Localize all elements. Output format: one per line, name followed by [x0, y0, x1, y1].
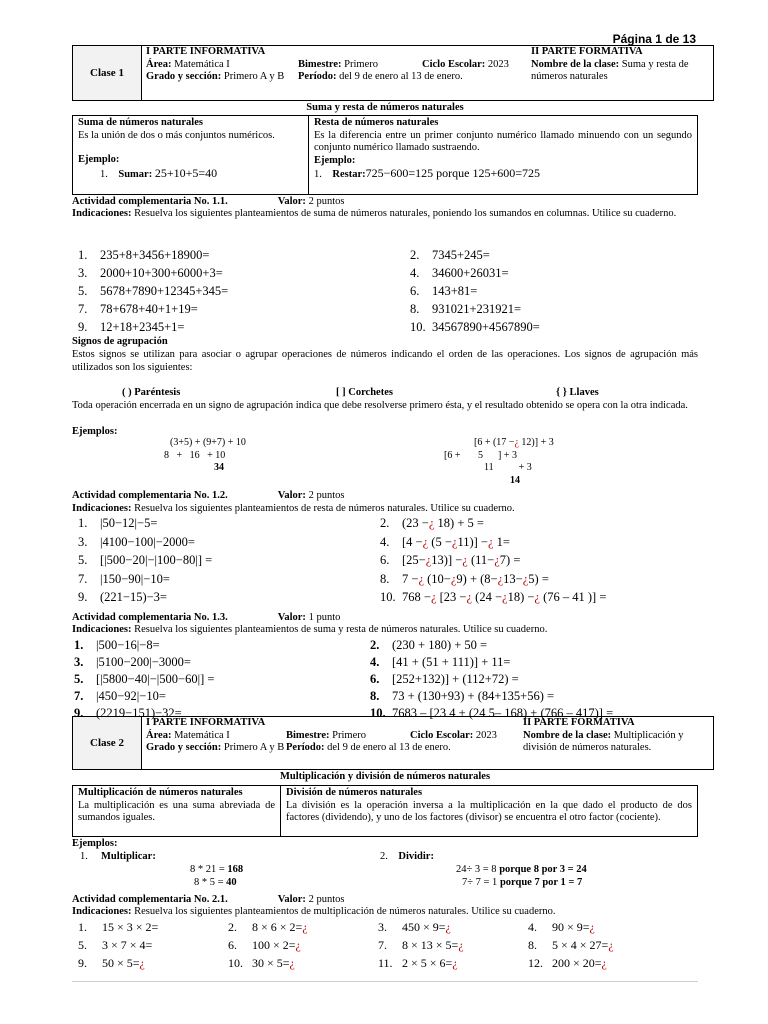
class2-ciclo-value: 2023 — [475, 729, 497, 741]
mult-title: Multiplicación de números naturales — [78, 787, 243, 798]
act11-right-item-3: 6. 143+81= — [410, 284, 478, 298]
act21-ind-text: Resuelva los siguientes planteamientos de multiplicación de números naturales. Utilice su cuaderno. — [134, 906, 556, 917]
act21-item-10: 10. 30 × 5=¿ — [228, 956, 295, 970]
resta-text: Es la diferencia entre un primer conjunto numérico llamado minuendo con un segundo conjunto numérico llamado sustraendo. — [314, 129, 692, 153]
class2-nombre-value: Multiplicación y división de números naturales. — [523, 729, 684, 753]
class1-header — [72, 45, 714, 101]
class2-formativa — [519, 717, 713, 769]
suma-ejemplo-label: Ejemplo: — [78, 154, 120, 165]
act12-left-item-5: 9. (221−15)−3= — [78, 590, 167, 604]
section2-title: Multiplicación y división de números naturales — [279, 771, 491, 782]
act12-right-item-4: 8. 7 −¿ (10−¿9) + (8−¿13−¿5) = — [380, 571, 549, 586]
mult-column — [73, 786, 281, 836]
act13-left-item-2: 3. |5100−200|−3000= — [74, 655, 191, 669]
bimestre-value: Primero — [344, 58, 378, 70]
act21-indicaciones — [72, 906, 555, 919]
act21-item-12: 12. 200 × 20=¿ — [528, 956, 607, 970]
act11-right-item-5: 10. 34567890+4567890= — [410, 320, 540, 334]
act13-ind-label: Indicaciones: — [72, 624, 132, 635]
class2-info — [142, 717, 519, 769]
class2-ciclo-label: Ciclo Escolar: — [410, 729, 474, 741]
class2-bimestre-label: Bimestre: — [286, 729, 330, 741]
area-value: Matemática I — [174, 58, 230, 70]
act13-right-item-1: 2. (230 + 180) + 50 = — [370, 638, 488, 652]
act13-right-item-5: 10. 7683 – [23 4 + (24 5– 168) + (766 – 417)] = — [370, 706, 614, 720]
act12-left-item-3: 5. [|500−20|−|100−80|] = — [78, 553, 213, 567]
act13-right-item-2: 4. [41 + (51 + 111)] + 11= — [370, 655, 511, 669]
class1-info — [142, 46, 527, 100]
mult-text: La multiplicación es una suma abreviada de sumandos iguales. — [78, 799, 275, 823]
act21-item-8: 8. 5 × 4 × 27=¿ — [528, 938, 614, 952]
act21-item-9: 9. 50 × 5=¿ — [78, 956, 145, 970]
act21-title: Actividad complementaria No. 2.1. — [72, 894, 228, 905]
ex2-line1: [6 + (17 −¿ 12)] + 3 — [474, 437, 554, 448]
class2-grado-label: Grado y sección: — [146, 742, 222, 753]
suma-item-label: Sumar: — [118, 168, 153, 180]
ex1-line2: 8 + 16 + 10 — [164, 450, 226, 461]
act11-left-item-2: 3. 2000+10+300+6000+3= — [78, 266, 223, 280]
act21-item-11: 11. 2 × 5 × 6=¿ — [378, 956, 458, 970]
class2-area-value: Matemática I — [174, 729, 230, 741]
resta-column — [309, 116, 697, 194]
div-item-number: 2. — [380, 851, 388, 862]
mult-label: Multiplicar: — [101, 851, 156, 862]
nombre-label: Nombre de la clase: — [531, 58, 620, 70]
div-label: Dividir: — [398, 851, 434, 862]
class2-part2-title: II PARTE FORMATIVA — [523, 717, 635, 728]
act12-left-item-1: 1. |50−12|−5= — [78, 516, 158, 530]
act11-right-item-4: 8. 931021+231921= — [410, 302, 522, 316]
act21-item-2: 2. 8 × 6 × 2=¿ — [228, 920, 308, 934]
class2-periodo-label: Período: — [286, 742, 325, 753]
act12-left-item-4: 7. |150−90|−10= — [78, 571, 170, 586]
act21-item-7: 7. 8 × 13 × 5=¿ — [378, 938, 464, 952]
act12-right-item-3: 6. [25−¿13)] −¿ (11−¿7) = — [380, 553, 521, 567]
signos-ejemplos-label: Ejemplos: — [72, 426, 118, 437]
nombre-value: Suma y resta de números naturales — [531, 58, 689, 82]
div-column — [281, 786, 697, 836]
class1-formativa — [527, 46, 713, 100]
act11-valor-label: Valor: — [277, 196, 306, 207]
act13-title: Actividad complementaria No. 1.3. — [72, 612, 228, 623]
periodo-value: del 9 de enero al 13 de enero. — [339, 71, 463, 82]
page-number: Página 1 de 13 — [612, 32, 696, 46]
llaves-label: { } Llaves — [556, 387, 599, 398]
act21-valor-label: Valor: — [277, 894, 306, 905]
act11-left-item-3: 5. 5678+7890+12345+345= — [78, 284, 229, 298]
act21-item-4: 4. 90 × 9=¿ — [528, 920, 595, 934]
act11-right-item-1: 2. 7345+245= — [410, 248, 490, 262]
act21-item-1: 1. 15 × 3 × 2= — [78, 920, 159, 934]
act21-ind-label: Indicaciones: — [72, 906, 132, 917]
act21-heading — [72, 894, 344, 907]
act21-item-6: 6. 100 × 2=¿ — [228, 938, 301, 952]
act21-item-3: 3. 450 × 9=¿ — [378, 920, 451, 934]
div-text: La división es la operación inversa a la multiplicación en la que dado el producto de dos factores (dividendo), y uno de los factores (divisor) se encuentra el otro factor (cociente). — [286, 799, 692, 823]
ex1-result: 34 — [214, 462, 224, 473]
mult-example-label — [80, 851, 156, 864]
div-ex2 — [462, 877, 582, 890]
signos-text2: Toda operación encerrada en un signo de agrupación indica que debe resolverse primero ésta, y el resultado obtenido se opera con la otra indicada. — [72, 400, 688, 411]
act12-right-item-5: 10. 768 −¿ [23 −¿ (24 −¿18) −¿ (76 – 41 )] = — [380, 590, 607, 604]
footer-line — [72, 981, 698, 982]
act11-heading — [72, 196, 344, 209]
class2-periodo-value: del 9 de enero al 13 de enero. — [327, 742, 451, 753]
ciclo-label: Ciclo Escolar: — [422, 58, 486, 70]
act13-left-item-4: 7. |450−92|−10= — [74, 689, 166, 703]
area-label: Área: — [146, 58, 172, 70]
suma-resta-box — [72, 115, 698, 195]
act21-valor: 2 puntos — [308, 894, 345, 905]
parentesis-label: ( ) Paréntesis — [122, 387, 181, 398]
act11-left-item-5: 9. 12+18+2345+1= — [78, 320, 185, 334]
ex1-line1: (3+5) + (9+7) + 10 — [170, 437, 246, 448]
suma-item-number: 1. — [100, 168, 108, 180]
act11-left-item-4: 7. 78+678+40+1+19= — [78, 302, 198, 316]
div-ex2-expr: 7÷ 7 = 1 — [462, 877, 500, 888]
resta-ejemplo-label: Ejemplo: — [314, 154, 356, 166]
grado-value: Primero A y B — [223, 71, 285, 82]
mult-ex1 — [190, 864, 243, 877]
act12-valor: 2 puntos — [308, 490, 345, 501]
div-ex1 — [456, 864, 587, 877]
act11-ind-label: Indicaciones: — [72, 208, 132, 219]
mult-ex1-expr: 8 * 21 = — [190, 864, 228, 875]
act11-ind-text: Resuelva los siguientes planteamientos de suma de números naturales, poniendo los sumandos en columnas. Utilice su cuaderno. — [134, 208, 677, 219]
ejemplos2-label: Ejemplos: — [72, 838, 118, 849]
act13-right-item-4: 8. 73 + (130+93) + (84+135+56) = — [370, 689, 555, 703]
ex2-line3: 11 + 3 — [484, 462, 532, 473]
suma-title: Suma de números naturales — [78, 117, 203, 128]
act12-title: Actividad complementaria No. 1.2. — [72, 490, 228, 501]
mult-item-number: 1. — [80, 851, 88, 862]
resta-title: Resta de números naturales — [314, 117, 439, 128]
class2-grado-value: Primero A y B — [223, 742, 285, 753]
act12-left-item-2: 3. |4100−100|−2000= — [78, 534, 195, 549]
act12-ind-text: Resuelva los siguientes planteamientos de resta de números naturales. Utilice su cuaderno. — [134, 503, 515, 514]
bimestre-label: Bimestre: — [298, 58, 342, 70]
resta-item-expr: 725−600=125 porque 125+600=725 — [365, 166, 541, 180]
mult-ex1-result: 168 — [227, 864, 244, 875]
class1-label: Clase 1 — [73, 46, 142, 100]
corchetes-label: [ ] Corchetes — [336, 387, 393, 398]
act12-right-item-2: 4. [4 −¿ (5 −¿11)] −¿ 1= — [380, 534, 510, 549]
div-title: División de números naturales — [286, 787, 423, 798]
act12-ind-label: Indicaciones: — [72, 503, 132, 514]
resta-item-number: 1. — [314, 169, 322, 180]
section1-title: Suma y resta de números naturales — [306, 102, 464, 113]
grado-label: Grado y sección: — [146, 71, 222, 82]
act21-item-5: 5. 3 × 7 × 4= — [78, 938, 153, 952]
mult-ex2-result: 40 — [226, 877, 237, 888]
ex2-result: 14 — [510, 475, 520, 486]
class2-label: Clase 2 — [73, 717, 142, 769]
suma-column — [73, 116, 309, 194]
act13-indicaciones — [72, 624, 547, 637]
act12-right-item-1: 2. (23 −¿ 18) + 5 = — [380, 516, 484, 530]
signos-intro: Estos signos se utilizan para asociar o agrupar operaciones de números indicando el orden de las operaciones. Los signos de agrupación más utilizados son los siguientes: — [72, 349, 698, 373]
div-example-label — [380, 851, 434, 864]
act12-heading — [72, 490, 344, 503]
act11-left-item-1: 1. 235+8+3456+18900= — [78, 248, 210, 262]
ciclo-value: 2023 — [487, 58, 509, 70]
suma-item-expr: 25+10+5=40 — [154, 165, 218, 180]
act13-left-item-3: 5. [|5800−40|−|500−60|] = — [74, 672, 215, 686]
act12-indicaciones — [72, 503, 515, 516]
act12-valor-label: Valor: — [277, 490, 306, 501]
act13-heading — [72, 612, 340, 625]
act13-left-item-1: 1. |500−16|−8= — [74, 638, 160, 652]
part2-title: II PARTE FORMATIVA — [531, 46, 643, 57]
div-ex1-result: porque 8 por 3 = 24 — [499, 864, 587, 875]
act11-valor: 2 puntos — [308, 196, 345, 207]
act13-ind-text: Resuelva los siguientes planteamientos de suma y resta de números naturales. Utilice su cuaderno. — [134, 624, 548, 635]
act11-right-item-2: 4. 34600+26031= — [410, 266, 509, 280]
act11-indicaciones — [72, 208, 698, 221]
class2-area-label: Área: — [146, 729, 172, 741]
act11-title: Actividad complementaria No. 1.1. — [72, 196, 228, 207]
act13-valor: 1 punto — [308, 612, 341, 623]
class2-header — [72, 716, 714, 770]
act13-left-item-5: 9. (2219−151)−32= — [74, 706, 182, 720]
suma-text: Es la unión de dos o más conjuntos numéricos. — [78, 129, 275, 141]
resta-item-label: Restar: — [332, 169, 366, 180]
class2-bimestre-value: Primero — [332, 729, 366, 741]
act13-right-item-3: 6. [252+132)] + (112+72) = — [370, 672, 519, 686]
mult-div-box — [72, 785, 698, 837]
div-ex1-expr: 24÷ 3 = 8 — [456, 864, 500, 875]
class2-part1-title: I PARTE INFORMATIVA — [146, 717, 266, 728]
periodo-label: Período: — [298, 71, 337, 82]
class2-nombre-label: Nombre de la clase: — [523, 729, 612, 741]
mult-ex2 — [194, 877, 237, 890]
ex2-line2: [6 + 5 ] + 3 — [444, 450, 517, 461]
div-ex2-result: porque 7 por 1 = 7 — [499, 877, 583, 888]
mult-ex2-expr: 8 * 5 = — [194, 877, 227, 888]
signos-title: Signos de agrupación — [72, 336, 168, 347]
part1-title: I PARTE INFORMATIVA — [146, 46, 266, 57]
act13-valor-label: Valor: — [277, 612, 306, 623]
